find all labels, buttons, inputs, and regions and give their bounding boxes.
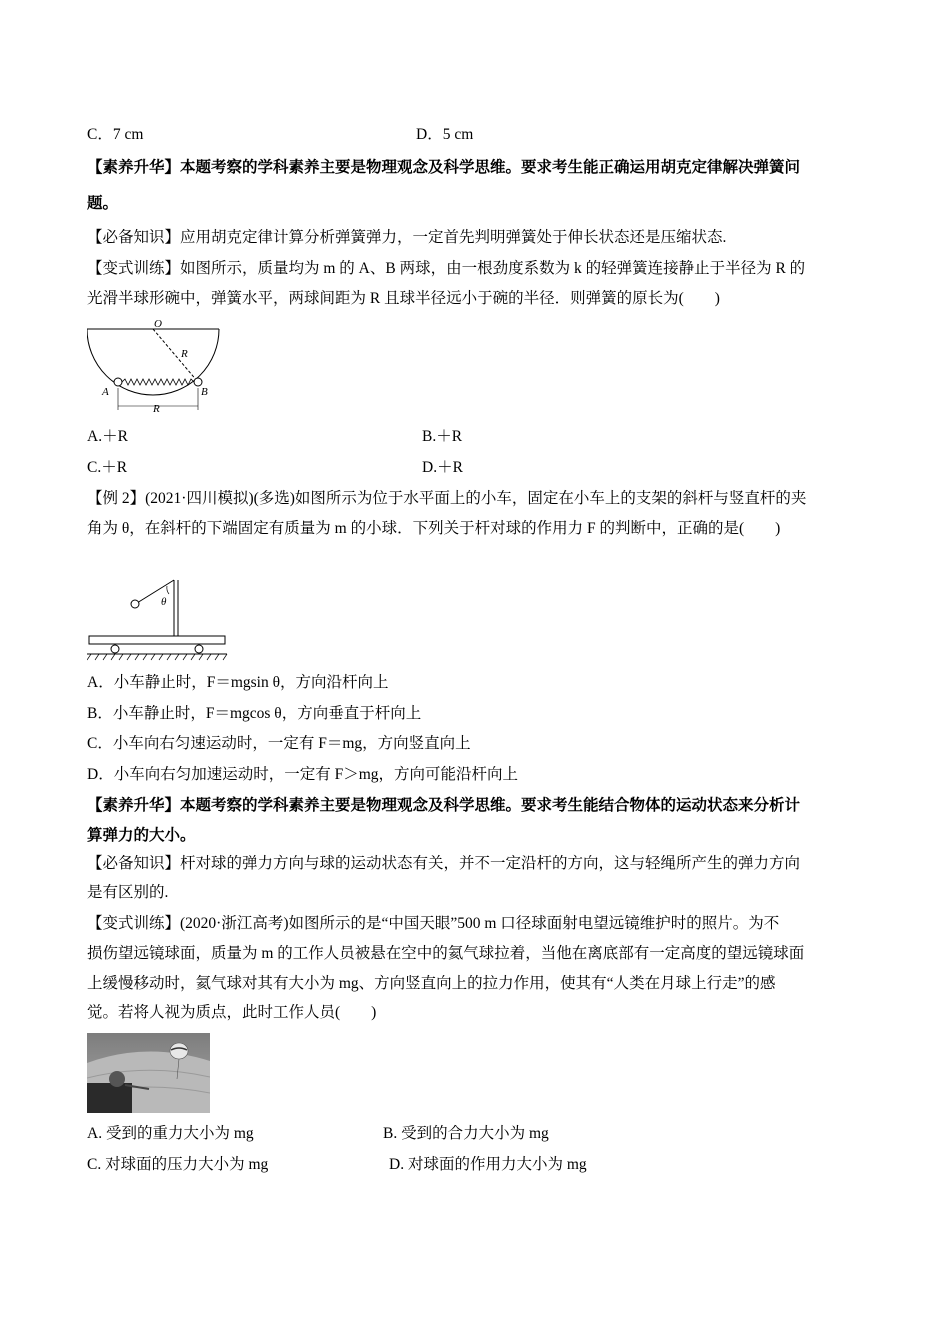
q1-option-c: C．7 cm [87,126,144,143]
bianshi-section-2-line2: 损伤望远镜球面，质量为 m 的工作人员被悬在空中的氦气球拉着，当他在离底部有一定高度的望远镜球面 [87,945,805,962]
q2-option-a: A.＋R [87,428,128,445]
ball-b [194,378,202,386]
bibei-section-1: 【必备知识】应用胡克定律计算分析弹簧弹力，一定首先判明弹簧处于伸长状态还是压缩状态. [87,229,727,246]
spring [122,379,194,385]
slant-rod [137,580,174,603]
radius-line [153,329,198,382]
example2-line2: 角为 θ，在斜杆的下端固定有质量为 m 的小球．下列关于杆对球的作用力 F 的判断中，正确的是( ) [87,520,781,537]
bianshi-section-2-line3: 上缓慢移动时，氦气球对其有大小为 mg、方向竖直向上的拉力作用，使其有“人类在月球上行走”的感 [87,975,776,992]
cart-figure [87,570,229,662]
label-r-bottom: R [153,403,160,415]
suyang-section-1-line2: 题。 [87,195,119,212]
ground-hatch [87,654,227,660]
bianshi-section-2-line1: 【变式训练】(2020·浙江高考)如图所示的是“中国天眼”500 m 口径球面射电望远镜维护时的照片。为不 [87,915,780,932]
ex2-option-c: C．小车向右匀速运动时，一定有 F＝mg，方向竖直向上 [87,735,471,752]
ball-a [114,378,122,386]
worker [87,1083,132,1113]
ex3-option-d: D. 对球面的作用力大小为 mg [389,1156,587,1173]
label-b: B [201,386,208,398]
label-theta: θ [161,596,167,608]
wheel-left [111,645,119,653]
ex3-option-a: A. 受到的重力大小为 mg [87,1125,254,1142]
ex3-option-c: C. 对球面的压力大小为 mg [87,1156,269,1173]
small-ball [131,600,139,608]
suyang-section-2-line1: 【素养升华】本题考察的学科素养主要是物理观念及科学思维。要求考生能结合物体的运动状态来分析计 [87,797,801,814]
bianshi-section-2-line4: 觉。若将人视为质点，此时工作人员( ) [87,1004,377,1021]
label-r-diag: R [181,348,188,360]
example2-text-1: 【例 2】(2021·四川模拟)(多选)如图所示为位于水平面上的小车，固定在小车上的支架的斜杆与竖直杆的夹 [87,490,807,507]
suyang-section-2-line2: 算弹力的大小。 [87,827,196,844]
suyang-section-1-line1: 【素养升华】本题考察的学科素养主要是物理观念及科学思维。要求考生能正确运用胡克定律解决弹簧问 [87,159,801,176]
ex2-option-a: A．小车静止时，F＝mgsin θ，方向沿杆向上 [87,674,389,691]
ex3-option-b: B. 受到的合力大小为 mg [383,1125,549,1142]
cart-body [89,636,225,644]
bibei-section-2-line2: 是有区别的. [87,884,169,901]
example2-line1 [87,488,806,510]
bibei-section-2-line1: 【必备知识】杆对球的弹力方向与球的运动状态有关，并不一定沿杆的方向，这与轻绳所产生的弹力方向 [87,855,801,872]
ex2-option-b: B．小车静止时，F＝mgcos θ，方向垂直于杆向上 [87,705,422,722]
wheel-right [195,645,203,653]
bianshi-section-1-line1: 【变式训练】如图所示，质量均为 m 的 A、B 两球，由一根劲度系数为 k 的轻弹簧连接静止于半径为 R 的 [87,260,806,277]
ex2-option-d: D．小车向右匀加速运动时，一定有 F＞mg，方向可能沿杆向上 [87,766,518,783]
angle-arc [167,586,169,594]
label-o: O [154,318,162,330]
bowl-spring-figure [87,318,222,418]
label-a: A [102,386,109,398]
bianshi-section-1-line2: 光滑半球形碗中，弹簧水平，两球间距为 R 且球半径远小于碗的半径．则弹簧的原长为( ) [87,290,720,307]
telescope-photo [87,1033,210,1113]
q2-option-c: C.＋R [87,459,128,476]
balloon [170,1043,188,1059]
q2-option-d: D.＋R [422,459,463,476]
q2-option-b: B.＋R [422,428,463,445]
q1-option-d: D．5 cm [416,126,474,143]
